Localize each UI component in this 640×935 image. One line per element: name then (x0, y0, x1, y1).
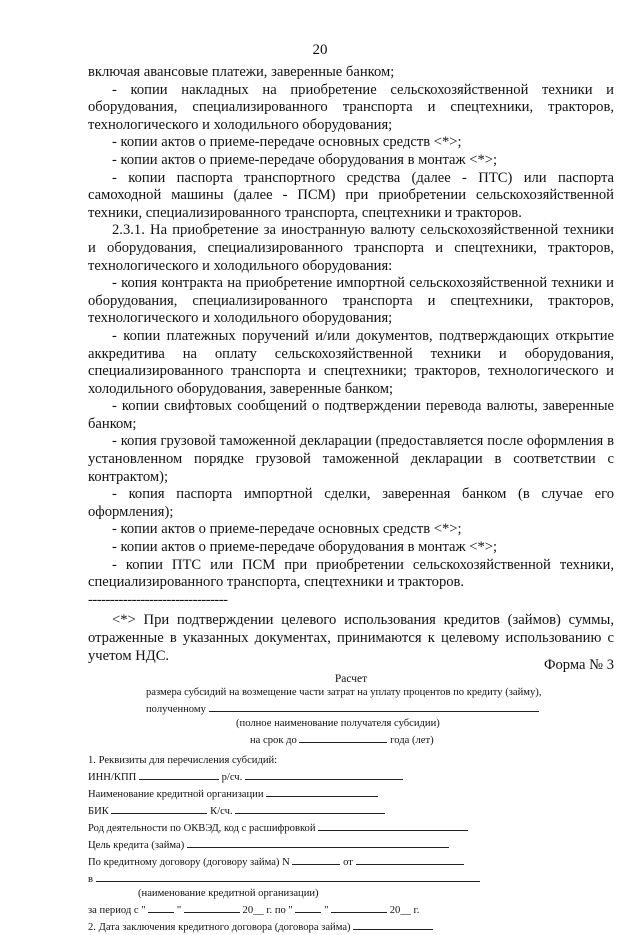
paragraph: - копия грузовой таможенной декларации (предоставляется после оформления в установленном порядке грузовой таможенной декларации в соответствии с контрактом); (88, 433, 614, 485)
period-end-month-field[interactable] (331, 901, 387, 913)
paragraph: - копии свифтовых сообщений о подтверждении перевода валюты, заверенные банком; (88, 398, 614, 432)
bik-row (88, 802, 614, 819)
bank-name-label: Наименование кредитной организации (88, 789, 264, 800)
section-2-title: 2. Дата заключения кредитного договора (договора займа) (88, 922, 351, 933)
purpose-label: Цель кредита (займа) (88, 840, 185, 851)
contract-date-field[interactable] (356, 853, 464, 865)
bank-hint: (наименование кредитной организации) (138, 888, 319, 899)
recipient-field[interactable] (209, 700, 539, 712)
footnote-separator: -------------------------------- (88, 591, 228, 608)
term-prefix: на срок до (250, 735, 297, 746)
paragraph: - копии накладных на приобретение сельскохозяйственной техники и оборудования, специализированного транспорта и спецтехники, тракторов, технологического и холодильного оборудования; (88, 81, 614, 133)
paragraph: включая авансовые платежи, заверенные банком; (88, 64, 395, 80)
inn-row (88, 768, 614, 785)
bank-in-row (88, 870, 614, 887)
term-suffix: года (лет) (390, 735, 434, 746)
rs-label: р/сч. (221, 772, 243, 783)
contract-number-field[interactable] (292, 853, 340, 865)
contract-row (88, 853, 614, 870)
paragraph: 2.3.1. На приобретение за иностранную валюту сельскохозяйственной техники и оборудования, специализированного транспорта и спецтехники, тракторов, технологического и холодильного оборудования: (88, 222, 614, 274)
footnote: <*> При подтверждении целевого использования кредитов (займов) суммы, отраженные в указанных документах, принимаются к целевому использованию с учетом НДС. (88, 612, 614, 664)
form-subtitle (88, 686, 614, 700)
form-number: Форма № 3 (543, 657, 614, 673)
purpose-field[interactable] (187, 836, 449, 848)
document-body (88, 64, 614, 665)
activity-field[interactable] (318, 819, 468, 831)
calculation-form (88, 668, 614, 935)
period-mid-label: 20__ г. по " (242, 905, 293, 916)
period-start-month-field[interactable] (184, 901, 240, 913)
bank-name-row (88, 785, 614, 802)
contract-label: По кредитному договору (договору займа) N (88, 857, 290, 868)
purpose-row (88, 836, 614, 853)
paragraph: - копии актов о приеме-передаче оборудования в монтаж <*>; (112, 151, 498, 168)
in-label: в (88, 874, 94, 885)
paragraph: - копия паспорта импортной сделки, заверенная банком (в случае его оформления); (88, 486, 614, 520)
ks-field[interactable] (235, 802, 385, 814)
bank-name-field[interactable] (266, 785, 378, 797)
period-end-day-field[interactable] (295, 901, 321, 913)
paragraph: - копия контракта на приобретение импортной сельскохозяйственной техники и оборудования, специализированного транспорта и спецтехники, тракторов, технологического и холодильного оборудования; (88, 275, 614, 327)
paragraph: - копии актов о приеме-передаче оборудования в монтаж <*>; (112, 539, 498, 556)
contract-signing-date-field[interactable] (353, 918, 433, 930)
recipient-row (88, 700, 614, 717)
paragraph: - копии паспорта транспортного средства (далее - ПТС) или паспорта самоходной машины (далее - ПСМ) при приобретении сельскохозяйственной техники, специализированного транспорта, спецтехники и тракторов. (88, 169, 614, 221)
recipient-hint: (полное наименование получателя субсидии) (236, 718, 440, 729)
credit-organization-field[interactable] (96, 870, 480, 882)
paragraph: - копии ПТС или ПСМ при приобретении сельскохозяйственной техники, специализированного транспорта, спецтехники и тракторов. (88, 556, 614, 591)
period-end-label: 20__ г. (389, 905, 420, 916)
ks-label: К/сч. (210, 806, 233, 817)
subtitle-line-1: размера субсидий на возмещение части затрат на уплату процентов по кредиту (займу), (146, 687, 542, 698)
activity-label: Род деятельности по ОКВЭД, код с расшифровкой (88, 823, 316, 834)
from-label: от (343, 857, 353, 868)
period-quote-2: " (324, 905, 329, 916)
paragraph: - копии платежных поручений и/или документов, подтверждающих открытие аккредитива на оплату сельскохозяйственной техники и оборудования, специализированного транспорта и спецтехники; тракторов, технологического и холодильного оборудования, заверенные банком; (88, 327, 614, 397)
section-2-row (88, 918, 614, 935)
form-title: Расчет (334, 673, 368, 685)
inn-field[interactable] (139, 768, 219, 780)
activity-row (88, 819, 614, 836)
inn-label: ИНН/КПП (88, 772, 137, 783)
subtitle-line-2: полученному (146, 704, 206, 715)
section-1-title: 1. Реквизиты для перечисления субсидий: (88, 755, 278, 766)
bik-field[interactable] (111, 802, 207, 814)
period-start-label: за период с " (88, 905, 146, 916)
period-quote-1: " (176, 905, 182, 916)
period-start-day-field[interactable] (148, 901, 174, 913)
paragraph: - копии актов о приеме-передаче основных средств <*>; (112, 521, 462, 538)
page-number: 20 (312, 42, 328, 58)
term-row (88, 731, 614, 748)
rs-field[interactable] (245, 768, 403, 780)
bik-label: БИК (88, 806, 109, 817)
period-row (88, 901, 614, 918)
paragraph: - копии актов о приеме-передаче основных средств <*>; (112, 134, 462, 151)
term-field[interactable] (299, 731, 387, 743)
